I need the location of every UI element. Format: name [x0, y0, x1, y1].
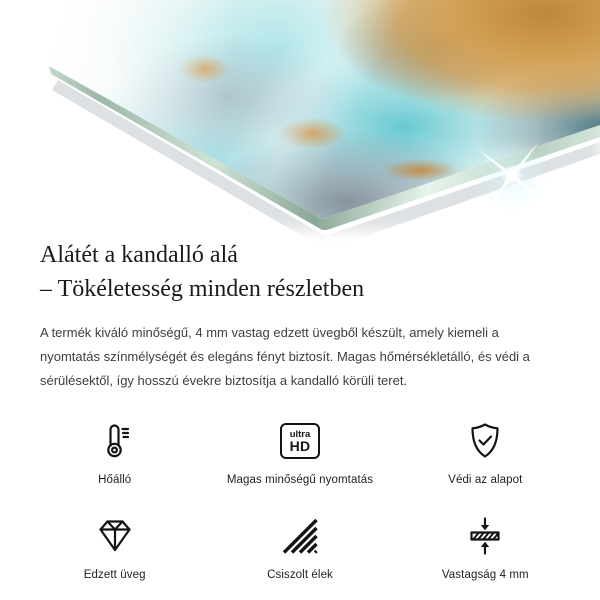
feature-print-quality: [207, 417, 392, 486]
page-title: [40, 238, 560, 306]
feature-label: Hőálló: [98, 474, 132, 486]
ultra-hd-text-top: ultra: [289, 428, 311, 440]
feature-grid: [22, 417, 578, 581]
shield-check-icon: [465, 417, 505, 465]
diamond-icon: [95, 512, 135, 560]
feature-label: Vastagság 4 mm: [441, 569, 529, 581]
feature-polished-edges: [207, 512, 392, 581]
ultra-hd-icon: [280, 417, 320, 465]
feature-thickness: [393, 512, 578, 581]
polished-edges-icon: [280, 512, 320, 560]
sparkle-glint-icon: [468, 132, 556, 220]
feature-label: Magas minőségű nyomtatás: [226, 474, 374, 486]
feature-label: Csiszolt élek: [267, 569, 333, 581]
title-line-1: Alátét a kandalló alá: [40, 242, 238, 268]
product-copy: [0, 230, 600, 393]
product-image: [0, 0, 600, 230]
thermometer-icon: [95, 417, 135, 465]
title-line-2: – Tökéletesség minden részletben: [40, 276, 365, 302]
feature-protects-base: [393, 417, 578, 486]
feature-heat-resistant: [22, 417, 207, 486]
thickness-icon: [465, 512, 505, 560]
product-description: A termék kiváló minőségű, 4 mm vastag edzett üvegből készült, amely kiemeli a nyomtatás színmélységét és elegáns fényt biztosít. Magas hőmérsékletálló, és védi a sérülésektől, így hosszú évekre biztosítja a kandalló körüli teret.: [40, 325, 530, 388]
feature-tempered-glass: [22, 512, 207, 581]
ultra-hd-text-bottom: HD: [289, 437, 311, 454]
feature-label: Edzett üveg: [83, 569, 146, 581]
feature-label: Védi az alapot: [448, 474, 523, 486]
